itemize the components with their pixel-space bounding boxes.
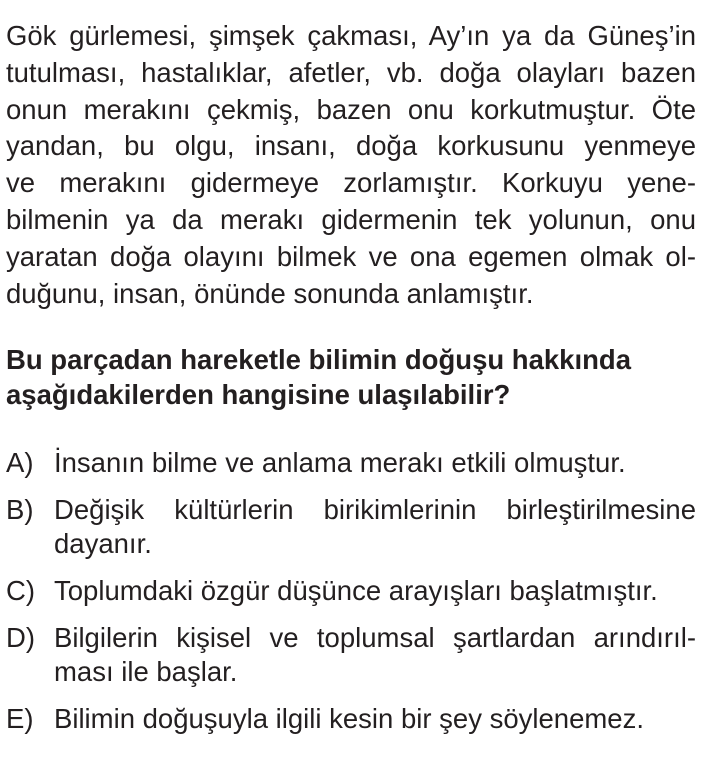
question-stem — [6, 342, 696, 412]
option-letter: C) — [6, 575, 36, 607]
passage-line: tutulması, hastalıklar, afetler, vb. doğa olayları bazen — [6, 56, 696, 88]
reading-passage — [6, 18, 696, 312]
option-text: ması ile başlar. — [54, 656, 238, 688]
question-page — [6, 0, 696, 749]
option-text: Bilgilerin kişisel ve toplumsal şartlardan arındırıl- — [54, 622, 696, 654]
passage-line: ve merakını gidermeye zorlamıştır. Korkuyu yene- — [6, 167, 696, 199]
option-e[interactable] — [6, 702, 696, 736]
passage-line: yaratan doğa olayını bilmek ve ona egemen olmak ol- — [6, 240, 696, 272]
passage-line: Gök gürlemesi, şimşek çakması, Ay’ın ya da Güneş’in — [6, 20, 696, 51]
passage-line: duğunu, insan, önünde sonunda anlamıştır. — [6, 277, 534, 309]
option-letter: A) — [6, 447, 34, 479]
option-c[interactable] — [6, 574, 696, 608]
option-text: dayanır. — [54, 528, 152, 560]
passage-line: onun merakını çekmiş, bazen onu korkutmuştur. Öte — [6, 93, 696, 125]
passage-line: yandan, bu olgu, insanı, doğa korkusunu yenmeye — [6, 130, 696, 162]
option-letter: D) — [6, 622, 36, 654]
passage-line: bilmenin ya da merakı gidermenin tek yolunun, onu — [6, 203, 696, 235]
option-letter: B) — [6, 494, 34, 526]
option-letter: E) — [6, 703, 34, 735]
option-b[interactable] — [6, 493, 696, 561]
answer-options — [6, 446, 696, 736]
option-a[interactable] — [6, 446, 696, 480]
option-text: Toplumdaki özgür düşünce arayışları başlatmıştır. — [54, 575, 658, 607]
option-text: İnsanın bilme ve anlama merakı etkili olmuştur. — [54, 447, 626, 479]
option-d[interactable] — [6, 621, 696, 689]
question-line: Bu parçadan hareketle bilimin doğuşu hakkında — [6, 344, 632, 376]
option-text: Değişik kültürlerin birikimlerinin birleştirilmesine — [54, 494, 696, 526]
option-text: Bilimin doğuşuyla ilgili kesin bir şey söylenemez. — [54, 703, 644, 735]
question-line: aşağıdakilerden hangisine ulaşılabilir? — [6, 379, 511, 411]
